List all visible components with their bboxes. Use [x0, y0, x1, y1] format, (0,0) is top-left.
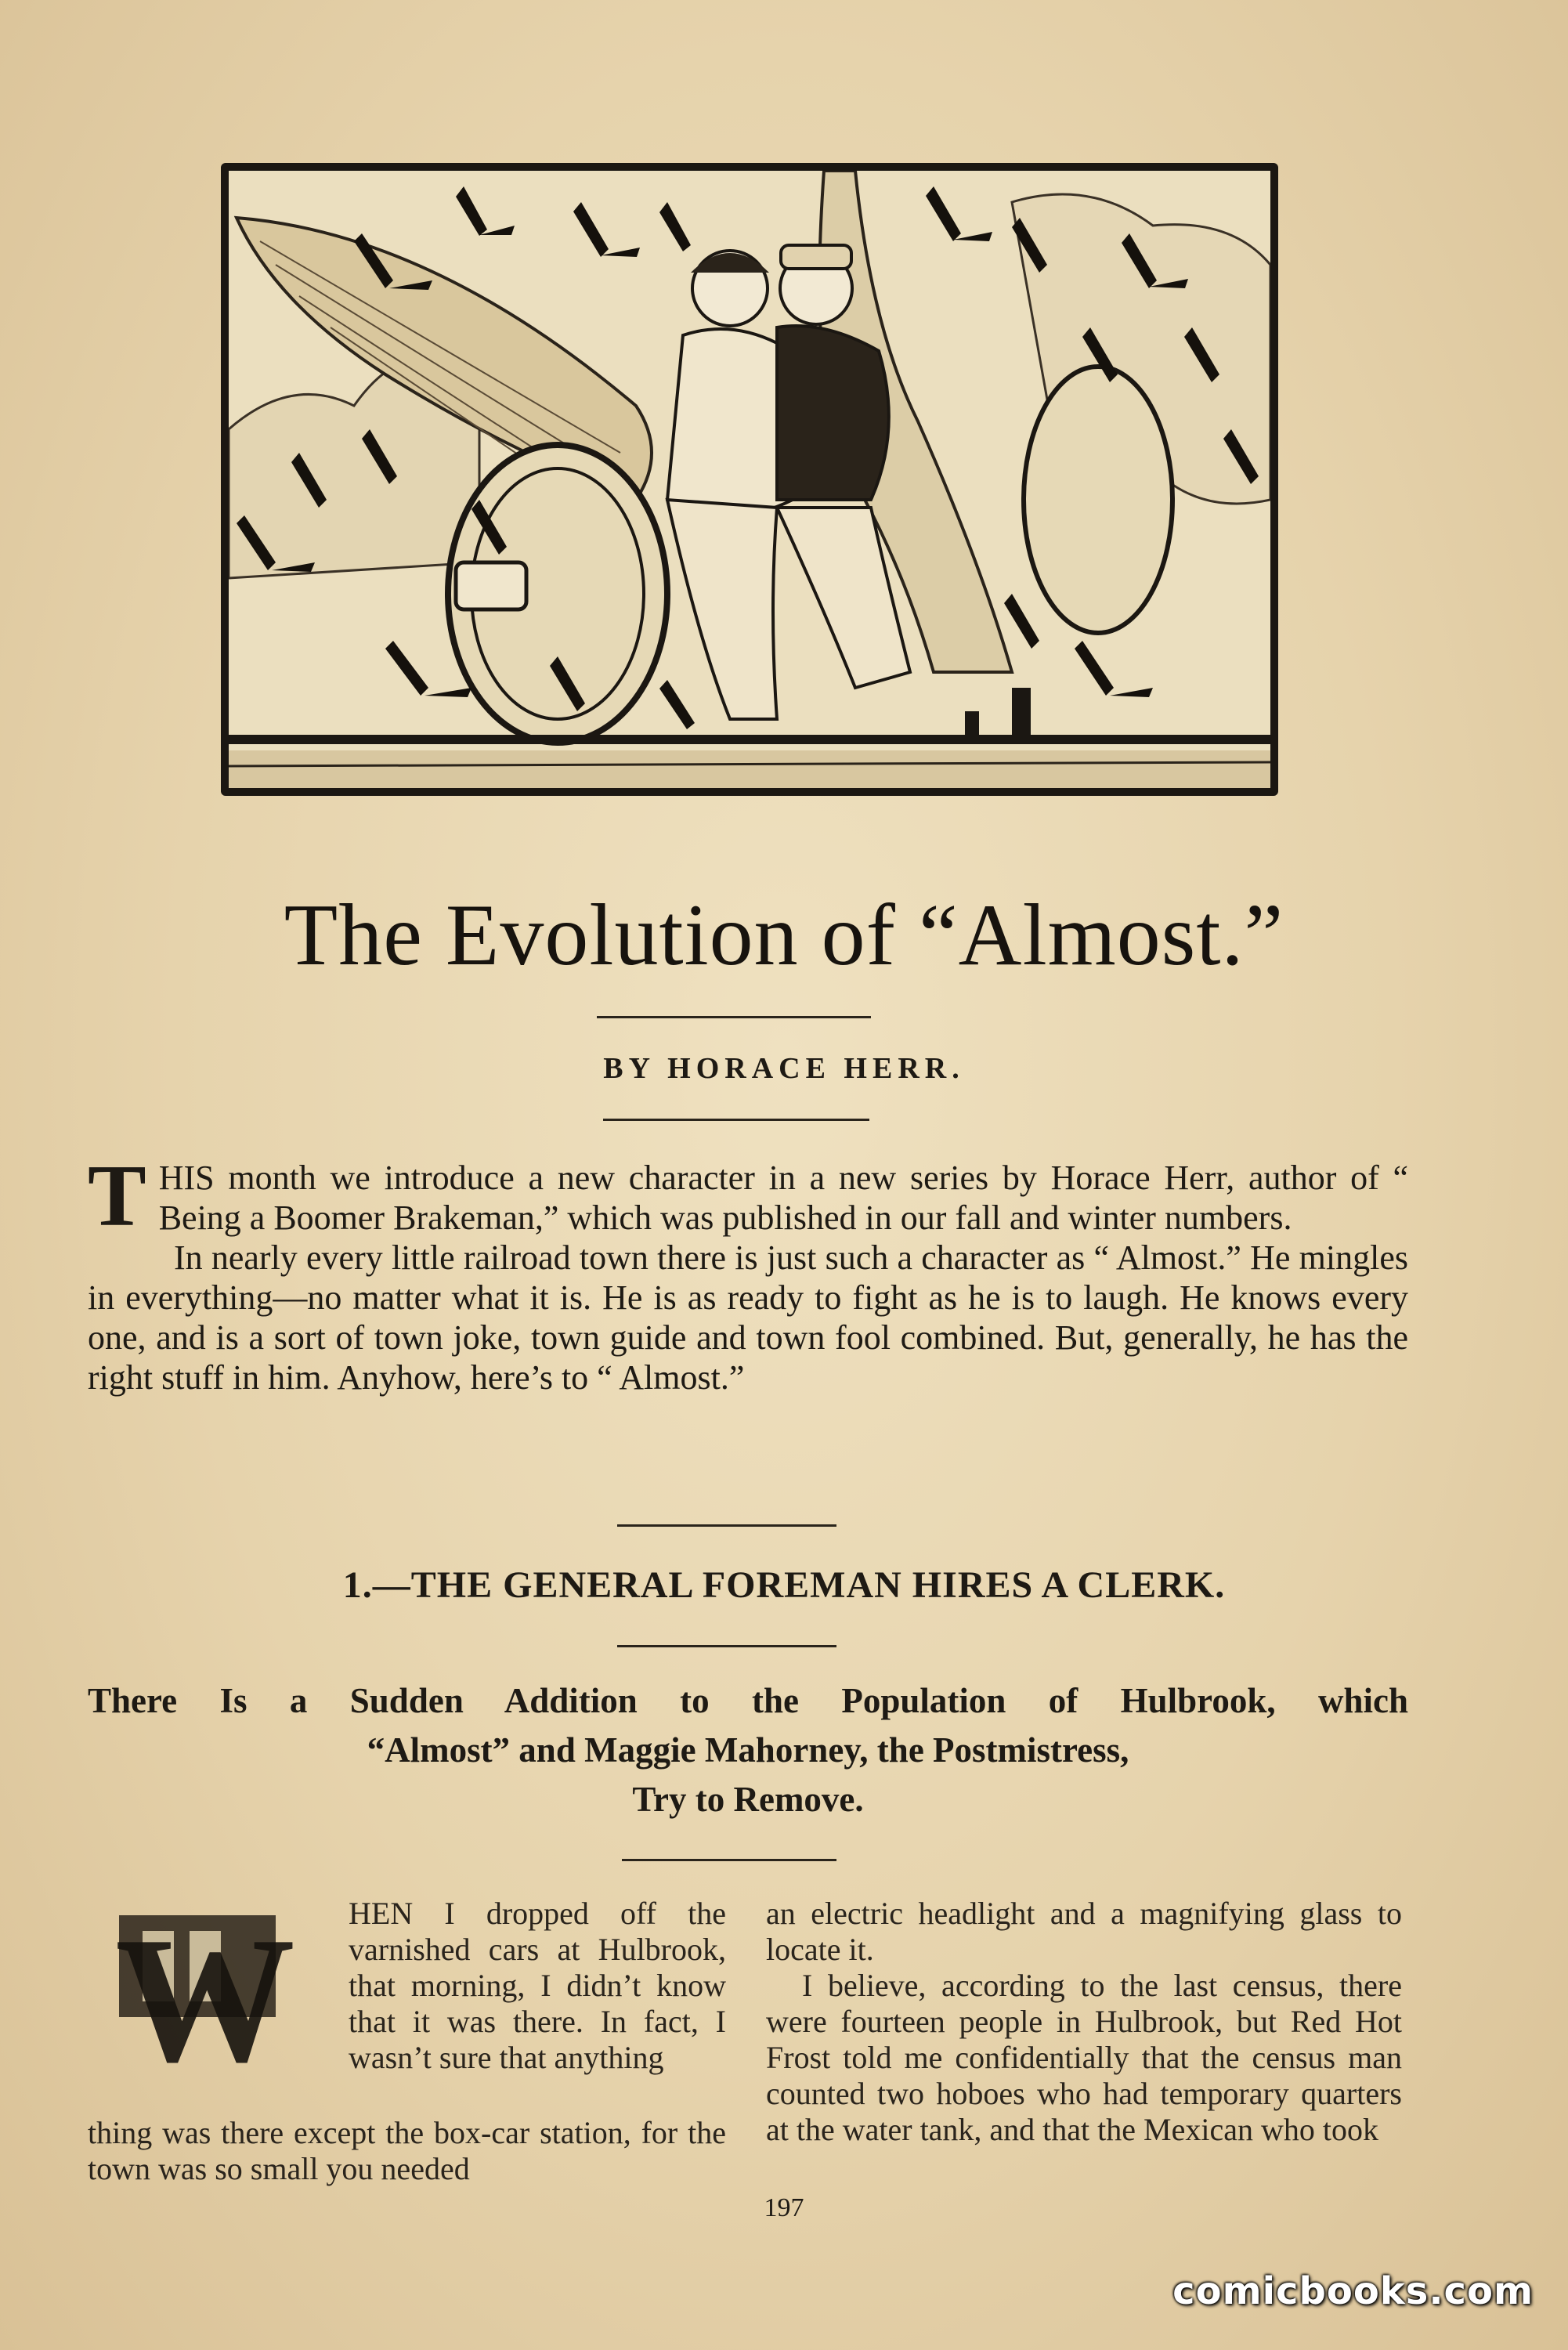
subheading-divider: [622, 1859, 836, 1861]
column-left-top: HEN I dropped off the varnished cars at Hulbrook, that morning, I didn’t know that it was there. In fact, I wasn’t sure that anything: [349, 1896, 726, 2075]
page-number: 197: [764, 2193, 804, 2222]
intro-dropcap: T: [88, 1148, 146, 1245]
byline: BY HORACE HERR.: [603, 1052, 965, 1085]
subheading: [88, 1676, 1408, 1824]
header-illustration: [221, 163, 1278, 796]
dropcap-letter: W: [115, 1900, 295, 2072]
section-heading: 1.—THE GENERAL FOREMAN HIRES A CLERK.: [342, 1564, 1226, 1606]
article-title: The Evolution of “Almost.”: [284, 887, 1284, 984]
subheading-line-1: There Is a Sudden Addition to the Population of Hulbrook, which: [88, 1681, 1408, 1720]
illustration-drawing: [229, 171, 1270, 788]
watermark: comicbooks.com: [1172, 2269, 1534, 2313]
intro-paragraph-1: [88, 1148, 1408, 1245]
subheading-line-3: Try to Remove.: [632, 1780, 864, 1819]
intro-paragraph-2: In nearly every little railroad town there is just such a character as “ Almost.” He mingles in everything—no matter what it is. He is as ready to fight as he is to laugh. He knows every one, and is a sort of town joke, town guide and town fool combined. But, generally, he has the right stuff in him. Anyhow, here’s to “ Almost.”: [88, 1238, 1408, 1397]
byline-divider: [603, 1119, 869, 1121]
intro-paragraph-1-text: HIS month we introduce a new character in a new series by Horace Herr, author of “ Being a Boomer Brakeman,” which was published in our fall and winter numbers.: [158, 1159, 1408, 1237]
title-divider: [597, 1016, 871, 1018]
intro-text: [88, 1148, 1408, 1397]
ornamental-dropcap: [88, 1900, 342, 2072]
dropcap-w-ornament: [88, 1900, 342, 2072]
subheading-line-2: “Almost” and Maggie Mahorney, the Postmistress,: [367, 1730, 1129, 1770]
column-right-paragraph-2: I believe, according to the last census, there were fourteen people in Hulbrook, but Red Hot Frost told me confidentially that the census man counted two hoboes who had temporary quarters at the water tank, and that the Mexican who took: [766, 1968, 1402, 2147]
section-divider: [617, 1645, 836, 1647]
intro-divider: [617, 1524, 836, 1527]
column-left-bottom: thing was there except the box-car station, for the town was so small you needed: [88, 2115, 726, 2186]
column-right: [766, 1896, 1402, 2148]
column-right-paragraph-1: an electric headlight and a magnifying glass to locate it.: [766, 1896, 1402, 1967]
